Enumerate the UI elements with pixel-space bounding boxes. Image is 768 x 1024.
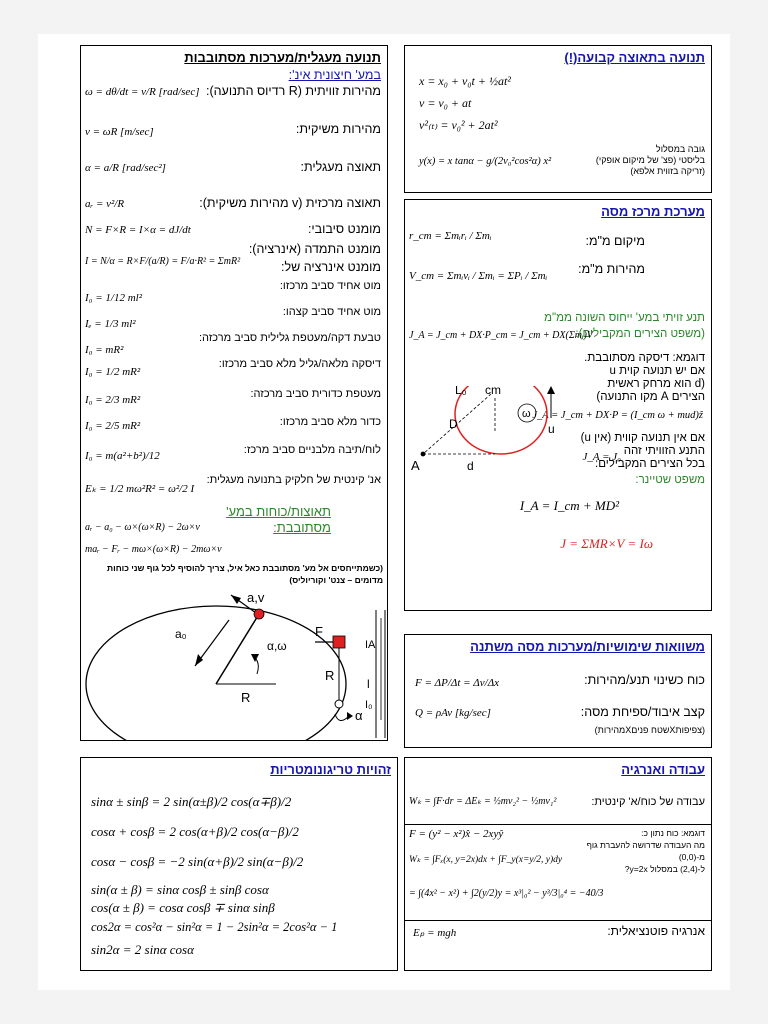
circ-label-5: מומנט התמדה (אינרציה):: [248, 242, 381, 256]
label-cm: cm: [485, 386, 501, 397]
energy-work-label: עבודה של כוח/א' קינטית:: [591, 796, 705, 808]
energy-title: עבודה ואנרגיה: [621, 762, 705, 777]
label-L0: L₀: [455, 386, 467, 397]
vm-label-0: כוח כשינוי תנע/מהירות:: [584, 673, 705, 687]
circ-label-6: מומנט אינרציה של:: [281, 260, 381, 274]
center-of-mass-box: [404, 199, 712, 611]
label-aw: α,ω: [267, 639, 287, 653]
cm-eq-example-1: J_A = J_cm + DX·P = (I_cm ω + mud)ẑ: [532, 410, 703, 421]
cm-example-0: דוגמא: דיסקה מסתובבת.: [584, 352, 705, 364]
vm-eq-1: Q = ρAv [kg/sec]: [415, 707, 491, 719]
circ-eq-7: I₀ = 1/12 ml²: [85, 292, 143, 304]
label-omega: ω: [522, 408, 531, 420]
circ-eq-1: v = ωR [m/sec]: [85, 126, 154, 138]
circ-label-14: אנ' קינטית של חלקיק בתנועה מעגלית:: [206, 474, 381, 486]
cm-example-3: הצירים A מקו התנועה): [596, 391, 705, 403]
rot-eq-accel: aᵣ − a₀ − ω×(ω×R) − 2ω×v: [85, 522, 200, 533]
const-note-3: (זריקה בזווית אלפא): [630, 166, 705, 176]
circ-label-11: מעטפת כדורית סביב מרכזה:: [250, 388, 381, 400]
energy-eq-force: F = (y² − x²)x̂ − 2xyŷ: [409, 828, 504, 840]
circ-eq-5: I = N/α = R×F/(a/R) = F/a·R² = ΣmR²: [85, 256, 241, 267]
circ-label-8: מוט אחיד סביב קצהו:: [282, 306, 381, 318]
cm-eq-angular: J = ΣMR×V = Iω: [560, 536, 653, 551]
energy-ex-1: דוגמא: כוח נתון כ:: [641, 828, 705, 838]
trig-row-0: sinα ± sinβ = 2 sin(α±β)/2 cos(α∓β)/2: [91, 794, 292, 809]
mass-square: [333, 636, 345, 648]
work-energy-box: [404, 757, 712, 971]
variable-mass-box: [404, 634, 712, 748]
circ-eq-3: aᵣ = v²/R: [85, 198, 125, 210]
orbit-circle: [86, 606, 346, 740]
cm-example-1: אם יש תנועה קוית u: [609, 365, 705, 377]
label-D: D: [449, 417, 458, 431]
label-alpha: α: [355, 708, 363, 723]
circ-eq-10: I₀ = 1/2 mR²: [85, 366, 141, 378]
const-accel-title: תנועה בתאוצה קבועה(!): [564, 50, 705, 65]
energy-ex-4: ל-(2,4) במסלול y=2x?: [624, 864, 705, 874]
rotating-note: (כשמתייחסים אל מע' מסתובבת כאל איל, צריך להוסיף לכל גוף שני כוחות מדומים – צנט' וקוריוליס): [107, 563, 383, 585]
circular-motion-title: תנועה מעגלית/מערכות מסתובבות: [184, 50, 381, 65]
circ-label-2: תאוצה מעגלית:: [300, 160, 381, 174]
const-eq-3: v²₍ₜ₎ = v₀² + 2at²: [419, 118, 498, 132]
vm-label-1: קצב איבוד/ספיחת מסה:: [580, 705, 705, 719]
cm-eq-0: r_cm = Σmᵢrᵢ / Σmᵢ: [409, 230, 492, 242]
circular-subtitle: במע' חיצונית אינ':: [288, 68, 381, 82]
trig-row-6: sin2α = 2 sinα cosα: [91, 942, 194, 957]
trig-identities-box: [80, 757, 398, 971]
trig-row-4: cos(α ± β) = cosα cosβ ∓ sinα sinβ: [91, 900, 275, 915]
particle-dot: [254, 609, 264, 619]
energy-eq-int2: = ∫(4x² − x²) + ∫2(y/2)y = x³|₀² − y³/3|₀⁴ = −40/3: [409, 888, 604, 899]
energy-divider-2: [405, 920, 711, 921]
circ-eq-14: Eₖ = 1/2 mω²R² = ω²/2 I: [85, 483, 195, 495]
cm-example-2: (d הוא מרחק ראשית: [607, 378, 705, 390]
circ-eq-13: I₀ = m(a²+b²)/12: [85, 450, 160, 462]
circ-eq-0: ω = dθ/dt = v/R [rad/sec]: [85, 86, 200, 98]
circular-motion-box: [80, 45, 388, 741]
label-I0: I₀: [365, 699, 373, 711]
energy-divider-1: [405, 824, 711, 825]
rot-eq-force: maᵣ − Fᵣ − mω×(ω×R) − 2mω×v: [85, 544, 222, 555]
circ-eq-9: I₀ = mR²: [85, 344, 124, 356]
cm-label-1: מהירות מ"מ:: [578, 262, 645, 276]
cm-label-0: מיקום מ"מ:: [585, 234, 645, 248]
vm-note: (צפיפותXשטח פניםXמהירות): [594, 725, 705, 735]
label-l: l: [367, 677, 370, 691]
cm-green-2: (משפט הצירים המקבילים):: [575, 328, 705, 340]
circ-eq-2: α = a/R [rad/sec²]: [85, 162, 166, 174]
label-av: a,v: [247, 590, 265, 605]
disk-diagram: [409, 386, 559, 496]
circ-label-9: טבעת דקה/מעטפת גלילית סביב מרכזה:: [198, 332, 381, 344]
label-d: d: [467, 459, 474, 473]
label-R: R: [241, 690, 251, 705]
rotating-subtitle-a: תאוצות/כוחות במע': [226, 504, 331, 519]
circ-eq-11: I₀ = 2/3 mR²: [85, 394, 141, 406]
center-mass-title: מערכת מרכז מסה: [601, 204, 705, 219]
const-eq-4: y(x) = x tanα − g/(2v₀²cos²α) x²: [419, 156, 552, 167]
vm-eq-0: F = ΔP/Δt = Δv/Δx: [415, 677, 500, 689]
variable-mass-title: משוואות שימושיות/מערכות מסה משתנה: [470, 639, 705, 654]
trig-row-2: cosα − cosβ = −2 sin(α+β)/2 sin(α−β)/2: [91, 854, 304, 869]
const-note-1: גובה במסלול: [655, 144, 705, 154]
constant-acceleration-box: [404, 45, 712, 193]
trig-title: זהויות טריגונומטריות: [270, 762, 391, 777]
const-eq-2: v = v₀ + at: [419, 96, 472, 110]
cm-example2-2: בכל הצירים המקבילים:: [595, 458, 705, 470]
trig-row-1: cosα + cosβ = 2 cos(α+β)/2 cos(α−β)/2: [91, 824, 299, 839]
circ-eq-8: Iₑ = 1/3 ml²: [85, 318, 136, 330]
cm-example2-0: אם אין תנועה קווית (אין u): [580, 432, 705, 444]
label-F: F: [315, 624, 323, 639]
circ-eq-4: N = F×R = I×α = dJ/dt: [85, 224, 191, 236]
cm-eq-steiner: I_A = I_cm + MD²: [519, 498, 619, 513]
circ-label-13: לוח/תיבה מלבניים סביב מרכז:: [243, 444, 381, 456]
cm-steiner-label: משפט שטיינר:: [635, 474, 705, 486]
circular-motion-diagram: [81, 590, 387, 740]
energy-eq-int1: Wₖ = ∫Fₓ(x, y=2x)dx + ∫F_y(x=y/2, y)dy: [409, 855, 563, 865]
rotating-subtitle-b: מסתובבת:: [273, 520, 331, 535]
energy-pot-label: אנרגיה פוטנציאלית:: [607, 924, 705, 938]
label-IA: IA: [365, 639, 376, 651]
circ-label-7: מוט אחיד סביב מרכזו:: [279, 280, 381, 292]
cm-green-1: תנע זויתי במע' ייחוס השונה ממ"מ: [544, 312, 705, 324]
circ-label-10: דיסקה מלאה/גליל מלא סביב מרכזו:: [218, 358, 381, 370]
label-A: A: [411, 458, 420, 473]
circ-label-12: כדור מלא סביב מרכזו:: [279, 416, 381, 428]
label-u: u: [548, 422, 555, 436]
circ-label-4: מומנט סיבובי:: [307, 222, 381, 236]
cm-eq-1: V_cm = Σmᵢvᵢ / Σmᵢ = ΣPᵢ / Σmᵢ: [409, 270, 548, 282]
circ-eq-12: I₀ = 2/5 mR²: [85, 420, 141, 432]
label-a0: a₀: [175, 627, 187, 641]
trig-row-3: sin(α ± β) = sinα cosβ ± sinβ cosα: [91, 882, 269, 897]
cm-eq-parallel: J_A = J_cm + DX·P_cm = J_cm + DX(Σmᵢ)V: [409, 330, 593, 341]
cm-example2-1: התנע הזוויתי זהה: [623, 445, 705, 457]
circ-label-3: תאוצה מרכזית (v מהירות משיקית):: [199, 196, 381, 210]
cm-eq-example-2: J_A = J₀: [582, 451, 621, 463]
circ-label-0: מהירות זוויתית (R רדיוס התנועה):: [205, 84, 381, 98]
energy-ex-2: מה העבודה שדרושה להעברת גוף: [586, 840, 705, 850]
trig-row-5: cos2α = cos²α − sin²α = 1 − 2sin²α = 2cos²α − 1: [91, 920, 338, 934]
energy-eq-pot: Eₚ = mgh: [413, 927, 457, 939]
pivot-circle: [335, 700, 343, 708]
energy-ex-3: מ-(0,0): [678, 852, 705, 862]
label-R2: R: [325, 668, 335, 683]
circ-label-1: מהירות משיקית:: [295, 122, 381, 136]
const-eq-1: x = x₀ + v₀t + ½at²: [419, 74, 511, 88]
const-note-2: בליסטי (פצ' של מיקום אופקי): [595, 155, 705, 165]
formula-sheet: [38, 34, 730, 990]
energy-eq-work: Wₖ = ∫F·dr = ΔEₖ = ½mv₂² − ½mv₁²: [409, 796, 557, 807]
